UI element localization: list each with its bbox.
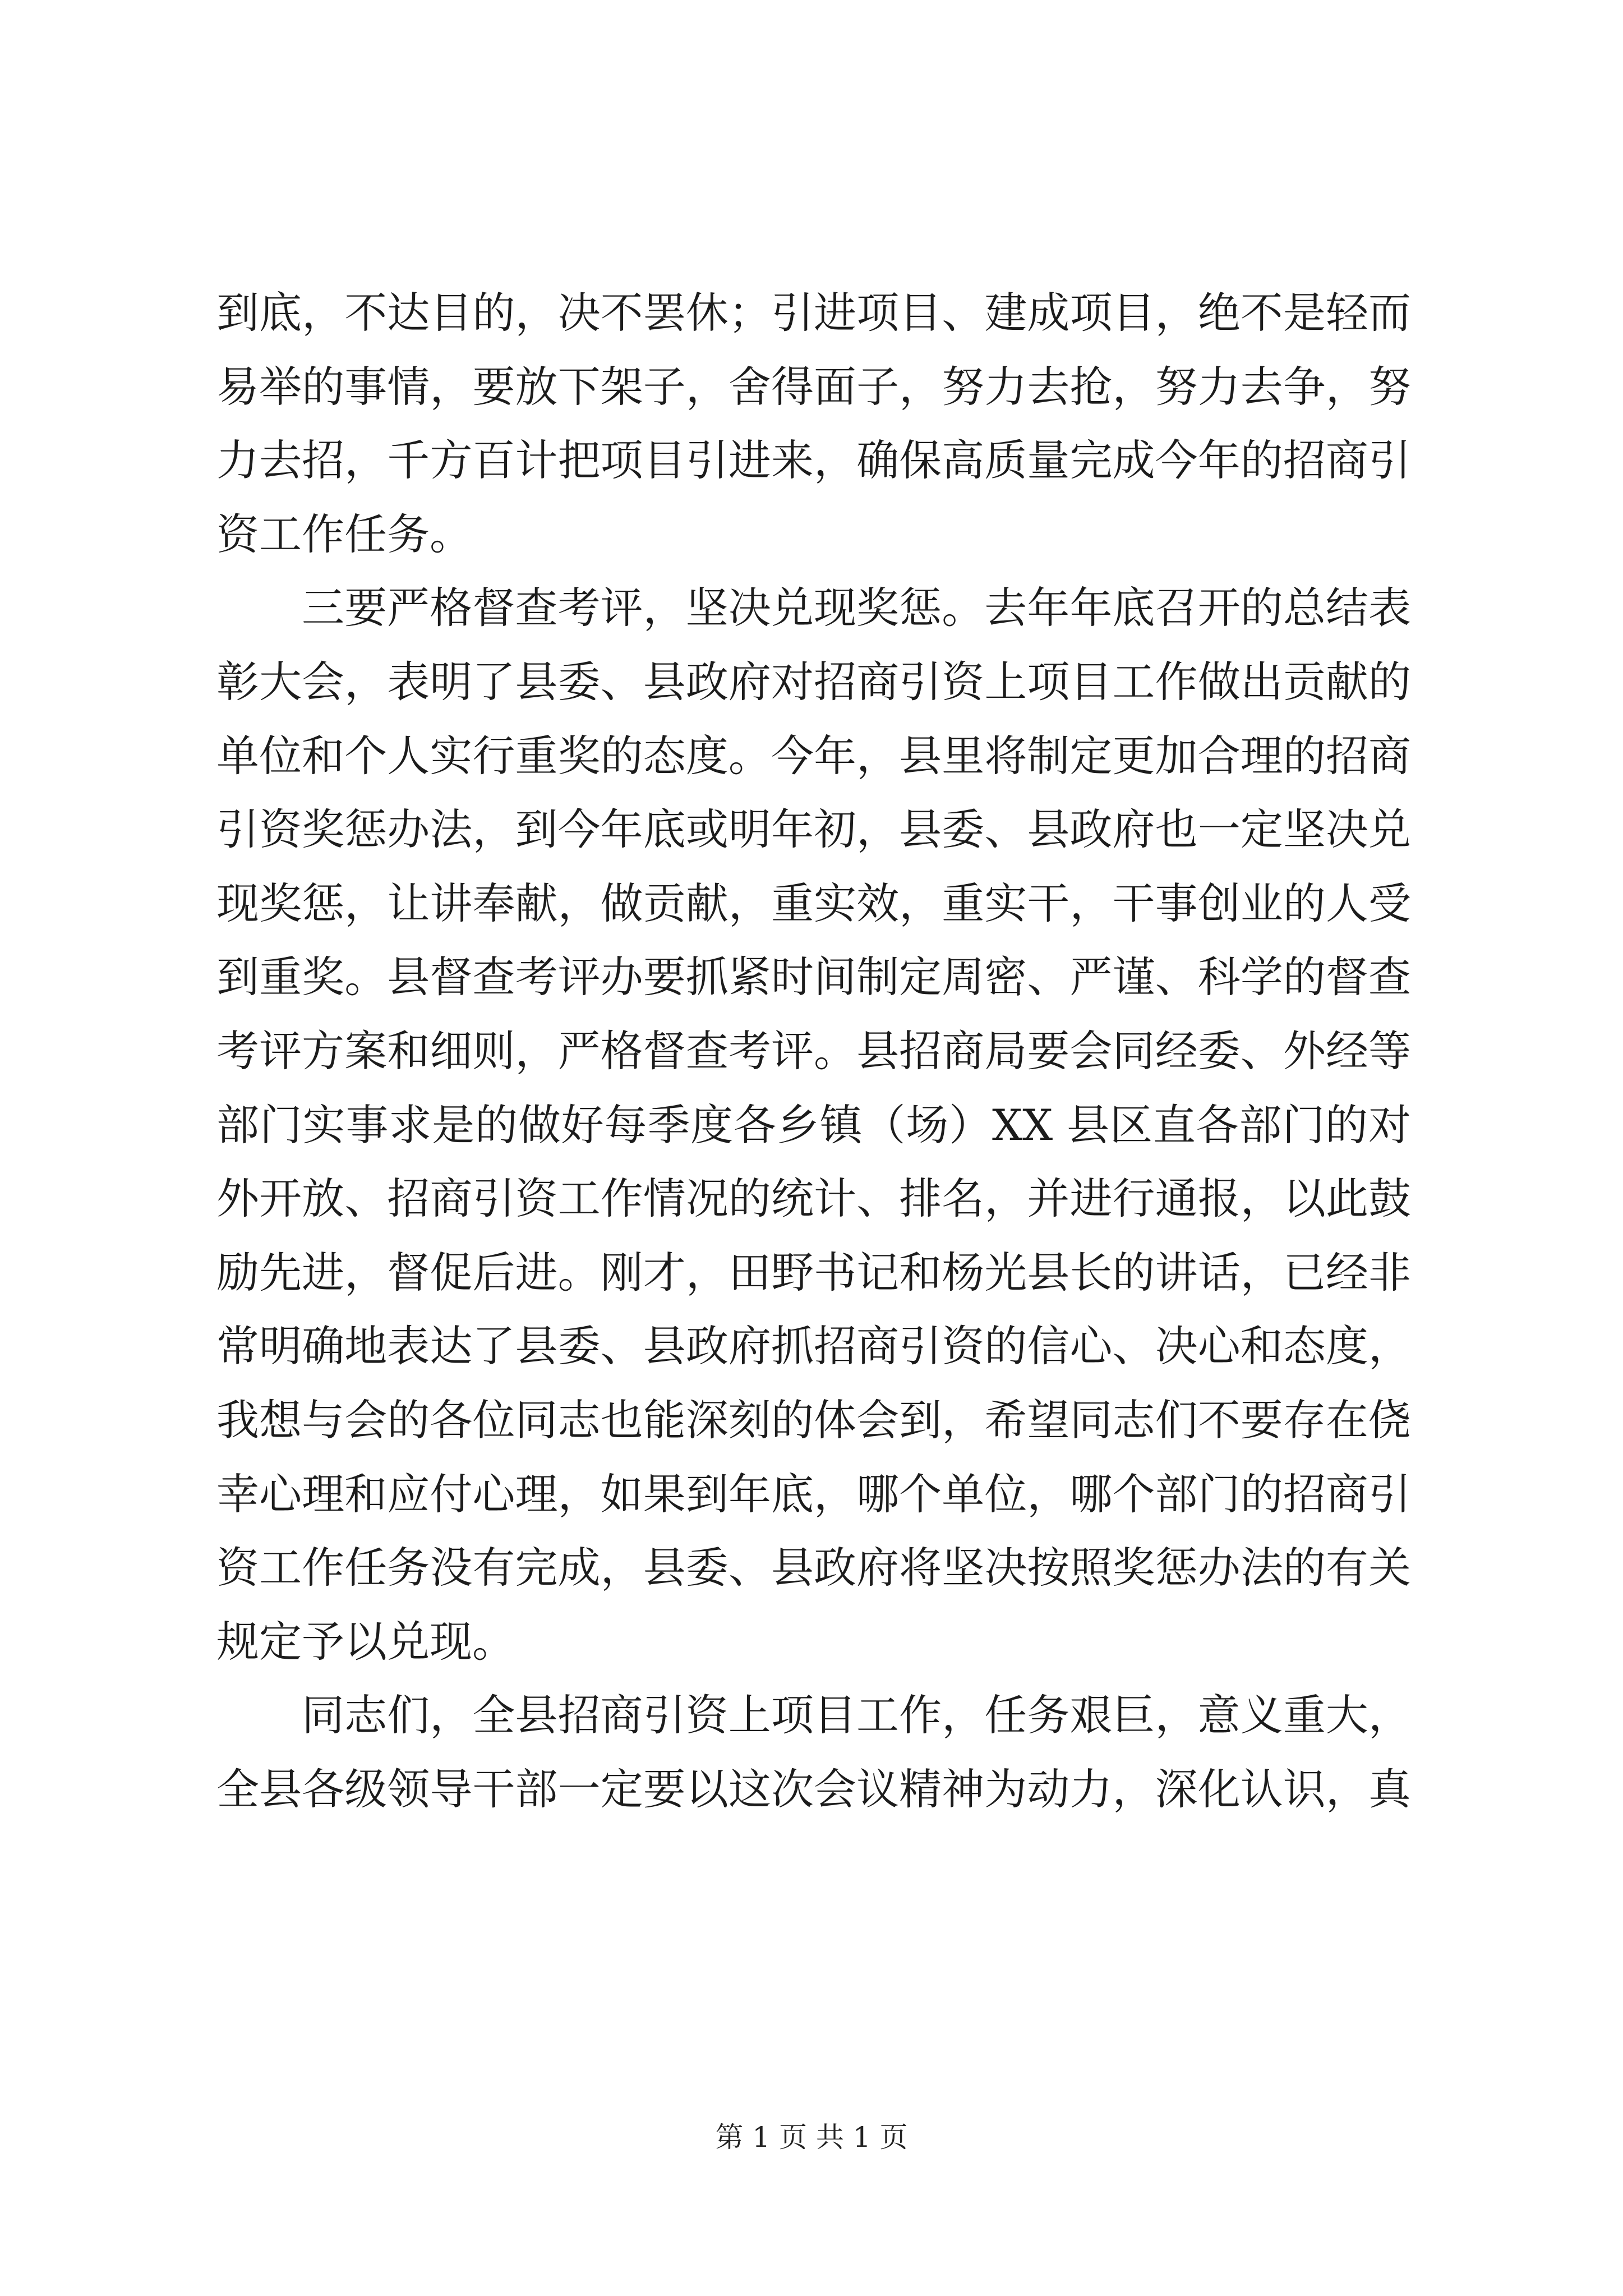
text-line: 幸心理和应付心理，如果到年底，哪个单位，哪个部门的招商引: [216, 1469, 1411, 1519]
text-line: 资工作任务没有完成，县委、县政府将坚决按照奖惩办法的有关: [216, 1543, 1411, 1593]
page-footer: 第 1 页 共 1 页: [715, 2121, 908, 2154]
text-line: 引资奖惩办法，到今年底或明年初，县委、县政府也一定坚决兑: [216, 804, 1411, 855]
text-line: 全县各级领导干部一定要以这次会议精神为动力，深化认识，真: [216, 1764, 1411, 1814]
text-line: 考评方案和细则，严格督查考评。县招商局要会同经委、外经等: [216, 1025, 1411, 1076]
text-line: 单位和个人实行重奖的态度。今年，县里将制定更加合理的招商: [216, 730, 1411, 781]
paragraph: [216, 276, 1411, 571]
text-line: 彰大会，表明了县委、县政府对招商引资上项目工作做出贡献的: [216, 656, 1411, 707]
text-line: 到底，不达目的，决不罢休；引进项目、建成项目，绝不是轻而: [216, 288, 1411, 338]
document-body: [216, 276, 1411, 1826]
text-line: 励先进，督促后进。刚才，田野书记和杨光县长的讲话，已经非: [216, 1247, 1411, 1297]
text-line: 到重奖。县督查考评办要抓紧时间制定周密、严谨、科学的督查: [216, 952, 1411, 1002]
text-line: 现奖惩，让讲奉献，做贡献，重实效，重实干，干事创业的人受: [216, 878, 1411, 928]
text-line: 规定予以兑现。: [216, 1616, 515, 1667]
text-line: 同志们，全县招商引资上项目工作，任务艰巨，意义重大，: [302, 1690, 1411, 1741]
text-line: 三要严格督查考评，坚决兑现奖惩。去年年底召开的总结表: [302, 583, 1411, 633]
text-line: 部门实事求是的做好每季度各乡镇（场）XX 县区直各部门的对: [216, 1099, 1411, 1150]
paragraph: [216, 1678, 1411, 1826]
text-line: 常明确地表达了县委、县政府抓招商引资的信心、决心和态度，: [216, 1321, 1411, 1372]
text-line: 外开放、招商引资工作情况的统计、排名，并进行通报，以此鼓: [216, 1174, 1411, 1224]
text-line: 我想与会的各位同志也能深刻的体会到，希望同志们不要存在侥: [216, 1395, 1411, 1445]
text-line: 力去招，千方百计把项目引进来，确保高质量完成今年的招商引: [216, 435, 1411, 486]
paragraph: [216, 571, 1411, 1678]
text-line: 易举的事情，要放下架子，舍得面子，努力去抢，努力去争，努: [216, 361, 1411, 412]
text-line: 资工作任务。: [216, 509, 472, 559]
